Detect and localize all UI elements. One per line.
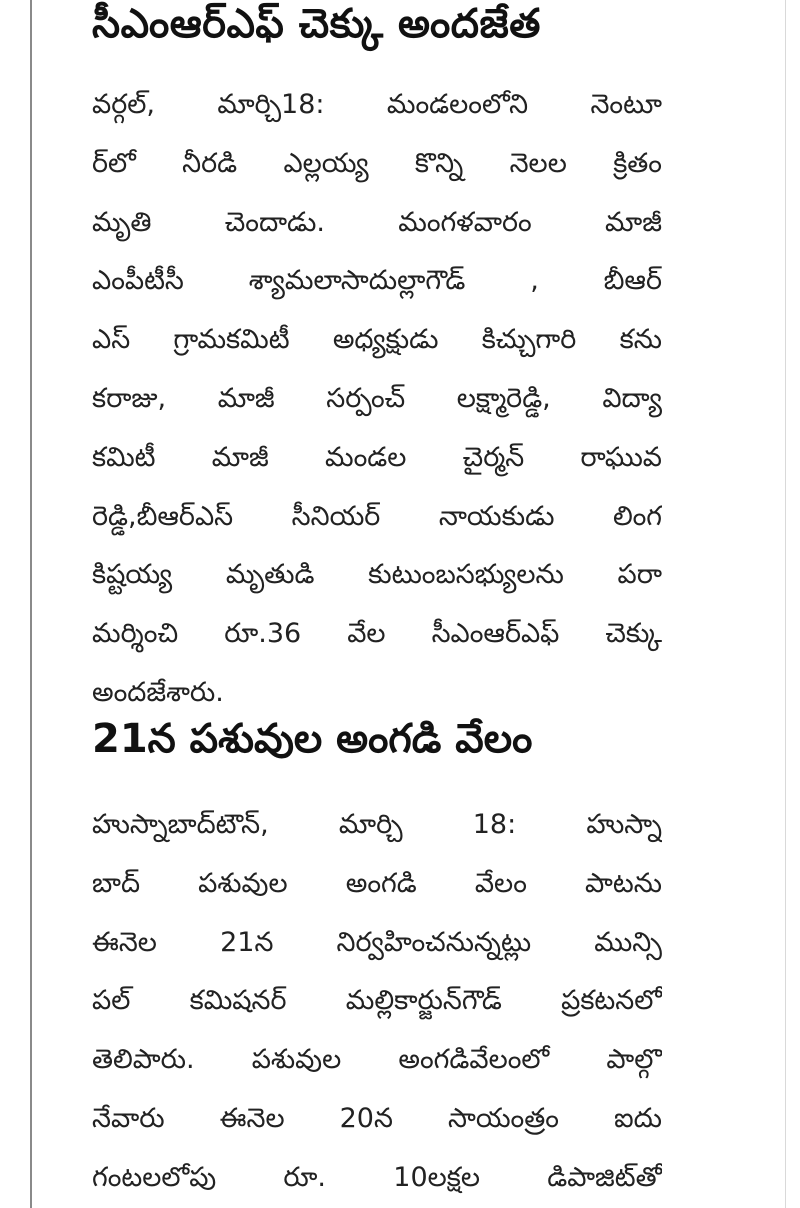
article-2-line-6: నేవారు ఈనెల 20న సాయంత్రం ఐదు xyxy=(92,1102,662,1134)
article-1-headline: సీఎంఆర్‌ఎఫ్‌ చెక్కు అందజేత xyxy=(92,1,541,47)
article-1-line-2: ర్‌లో నీరడి ఎల్లయ్య కొన్ని నెలల క్రితం xyxy=(92,147,662,179)
article-1-line-8: రెడ్డి,బీఆర్‌ఎస్‌ సీనియర్‌ నాయకుడు లింగ xyxy=(92,500,662,532)
article-1-line-9: కిష్టయ్య మృతుడి కుటుంబసభ్యులను పరా xyxy=(92,559,662,591)
article-2-line-1: హుస్నాబాద్‌టౌన్‌, మార్చి 18: హుస్నా xyxy=(92,809,662,840)
article-2-line-2: బాద్‌ పశువుల అంగడి వేలం పాటను xyxy=(92,867,662,899)
article-1-line-5: ఎస్‌ గ్రామకమిటీ అధ్యక్షుడు కిచ్చుగారి కను xyxy=(92,324,662,356)
article-1-line-6: కరాజు, మాజీ సర్పంచ్‌ లక్ష్మారెడ్డి, విద్యా xyxy=(92,382,662,414)
article-2-line-5: తెలిపారు. పశువుల అంగడివేలంలో పాల్గొ xyxy=(92,1044,662,1076)
article-2-line-3: ఈనెల 21న నిర్వహించనున్నట్లు మున్సి xyxy=(92,926,662,958)
article-1-line-10: మర్శించి రూ.36 వేల సీఎంఆర్‌ఎఫ్‌ చెక్కు xyxy=(92,618,662,650)
article-1-line-7: కమిటీ మాజీ మండల చైర్మన్‌ రాఘువ xyxy=(92,441,662,473)
page-edge-right xyxy=(785,0,786,1208)
article-1-line-4: ఎంపీటీసీ శ్యామలాసాదుల్లాగౌడ్‌ , బీఆర్‌ xyxy=(92,265,662,297)
article-2-line-4: పల్‌ కమిషనర్‌ మల్లికార్జున్‌గౌడ్‌ ప్రకటనలో xyxy=(92,985,662,1017)
article-2-headline: 21న పశువుల అంగడి వేలం xyxy=(92,716,533,762)
article-1-line-11: అందజేశారు. xyxy=(92,676,224,708)
column-rule-left xyxy=(30,0,32,1208)
article-2-body xyxy=(92,796,662,1208)
article-1-body xyxy=(92,76,662,723)
article-1-line-1: వర్గల్‌, మార్చి18: మండలంలోని నెంటూ xyxy=(92,89,662,120)
article-1-line-3: మృతి చెందాడు. మంగళవారం మాజీ xyxy=(92,206,662,238)
article-2-line-7: గంటలలోపు రూ. 10లక్షల డిపాజిట్‌తో xyxy=(92,1161,662,1193)
